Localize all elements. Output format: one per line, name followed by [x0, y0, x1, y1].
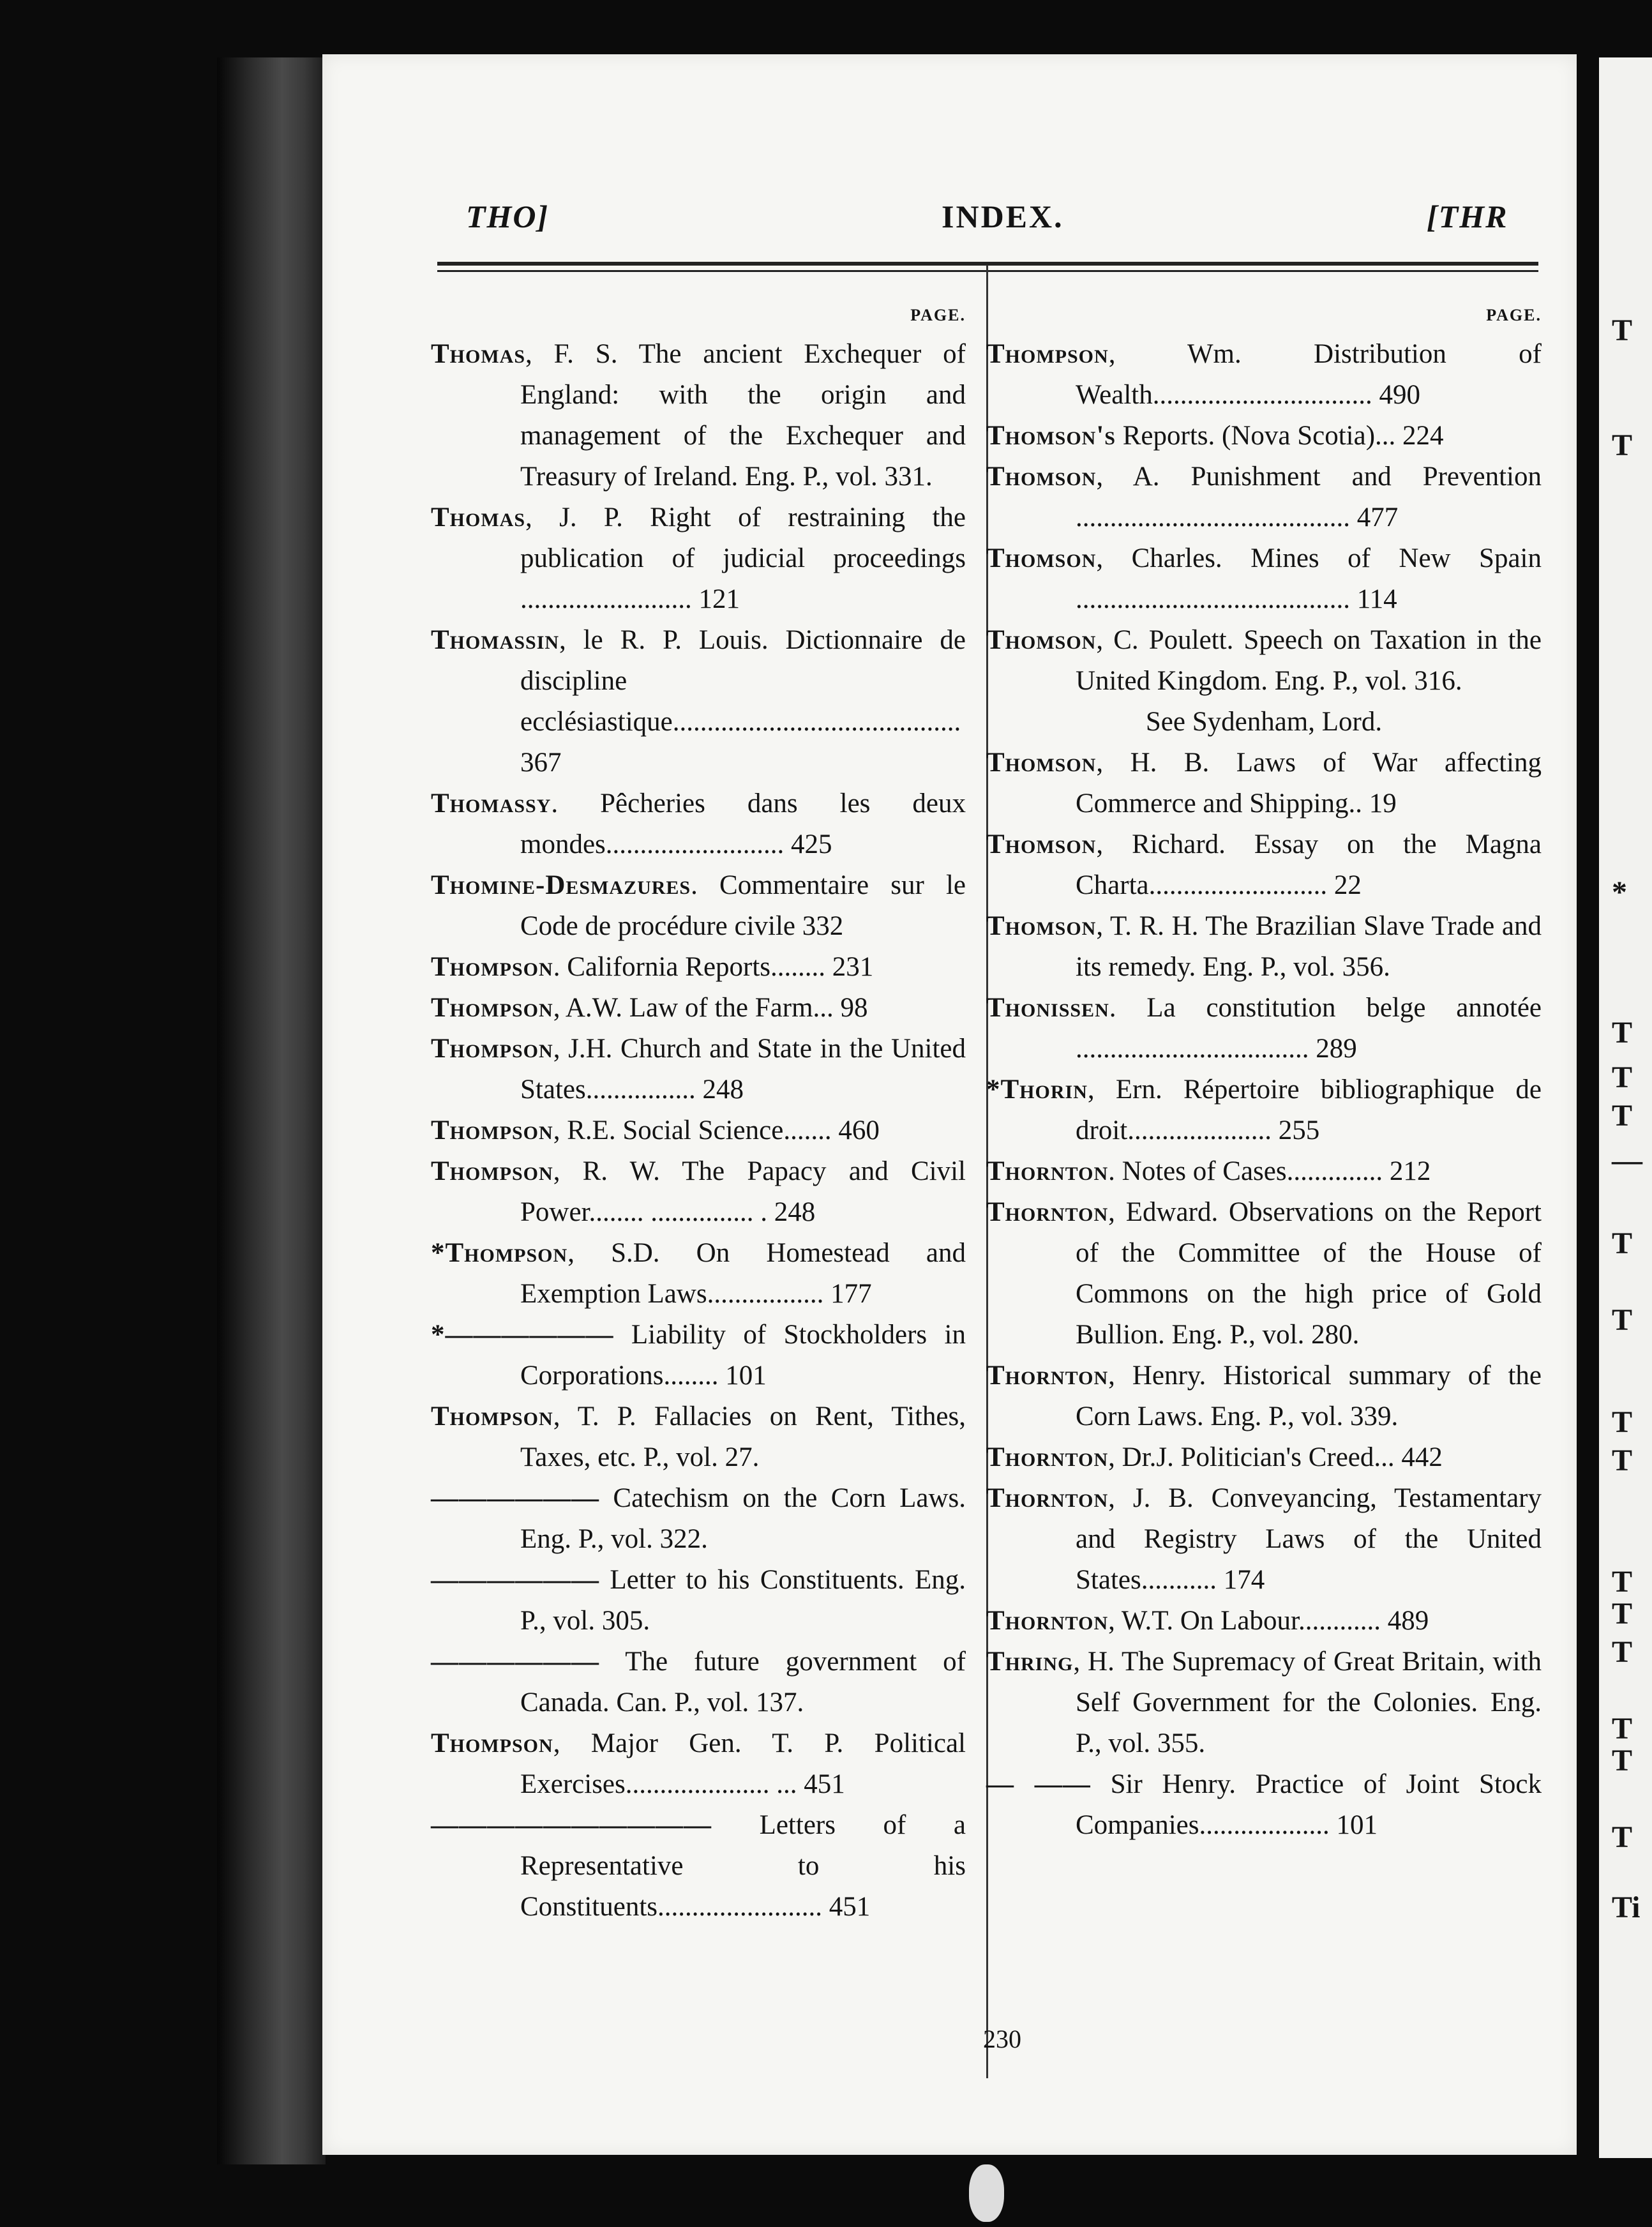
- facing-page-letter: T: [1612, 1061, 1633, 1094]
- index-entry: [986, 1642, 1542, 1764]
- entry-text: , Richard. Essay on the Magna Charta.......................... 22: [1076, 829, 1542, 900]
- entry-text: Sir Henry. Practice of Joint Stock Companies................... 101: [1076, 1769, 1542, 1840]
- entry-heading: *——————: [431, 1320, 614, 1350]
- index-entry: [431, 783, 966, 865]
- entry-text: , R. W. The Papacy and Civil Power........ ............... . 248: [520, 1156, 966, 1227]
- entry-heading: ——————————: [431, 1810, 712, 1840]
- index-entry: [986, 702, 1542, 743]
- entry-heading: Thomas: [431, 502, 526, 532]
- entry-heading: Thring: [986, 1647, 1074, 1677]
- entry-heading: — ——: [986, 1769, 1091, 1799]
- index-entry: [431, 988, 966, 1029]
- entry-text: , S.D. On Homestead and Exemption Laws................. 177: [520, 1238, 966, 1309]
- index-entry: [986, 1355, 1542, 1437]
- facing-page-letter: T: [1612, 1712, 1633, 1746]
- index-entry: [431, 1723, 966, 1805]
- entry-heading: *Thorin: [986, 1075, 1088, 1105]
- index-entry: [431, 1478, 966, 1560]
- entry-heading: ——————: [431, 1647, 599, 1677]
- entry-heading: *Thompson: [431, 1238, 568, 1268]
- entry-text: , Charles. Mines of New Spain ........................................ 114: [1076, 543, 1542, 614]
- index-entry: [986, 1069, 1542, 1151]
- facing-page-letter: T: [1612, 1444, 1633, 1477]
- facing-page-letter: T: [1612, 1016, 1633, 1050]
- entry-heading: Thompson: [431, 1728, 553, 1758]
- entry-text: . Notes of Cases.............. 212: [1108, 1156, 1431, 1186]
- index-entry: [431, 1029, 966, 1110]
- facing-page-letter: —: [1612, 1144, 1642, 1177]
- entry-text: , Wm. Distribution of Wealth................................ 490: [1076, 339, 1542, 410]
- entry-text: . Commentaire sur le Code de procédure civile 332: [520, 870, 966, 941]
- entry-heading: Thornton: [986, 1156, 1109, 1186]
- entry-text: , H. The Supremacy of Great Britain, with Self Government for the Colonies. Eng. P., vol. 355.: [1073, 1647, 1542, 1758]
- facing-page-edge: [1599, 57, 1652, 2158]
- index-entry: [431, 1110, 966, 1151]
- entry-text: , J. B. Conveyancing, Testamentary and Registry Laws of the United States........... 174: [1076, 1483, 1542, 1595]
- index-entry: [431, 947, 966, 988]
- facing-page-letter: T: [1612, 1227, 1633, 1260]
- entry-text: , Henry. Historical summary of the Corn Laws. Eng. P., vol. 339.: [1076, 1361, 1542, 1431]
- index-entry: [986, 1151, 1542, 1192]
- index-entry: [986, 416, 1542, 457]
- entry-heading: Thomine-Desmazures: [431, 870, 691, 900]
- index-entry: [431, 1151, 966, 1233]
- entry-text: Liability of Stockholders in Corporations........ 101: [520, 1320, 966, 1391]
- index-entry: [431, 334, 966, 497]
- entry-text: The future government of Canada. Can. P., vol. 137.: [520, 1647, 966, 1717]
- entry-text: , T. P. Fallacies on Rent, Tithes, Taxes, etc. P., vol. 27.: [520, 1401, 966, 1472]
- entry-text: , C. Poulett. Speech on Taxation in the United Kingdom. Eng. P., vol. 316.: [1076, 625, 1542, 696]
- index-entry: [986, 1478, 1542, 1601]
- index-entry: [431, 1396, 966, 1478]
- index-entry: [986, 1601, 1542, 1642]
- entry-heading: Thompson: [431, 993, 553, 1023]
- entry-text: , J.H. Church and State in the United States................ 248: [520, 1034, 966, 1105]
- entry-heading: ——————: [431, 1565, 599, 1595]
- entry-heading: Thomassin: [431, 625, 560, 655]
- index-entry: [986, 743, 1542, 824]
- facing-page-letter: T: [1612, 1744, 1633, 1778]
- facing-page-letter: T: [1612, 313, 1633, 347]
- entry-text: , le R. P. Louis. Dictionnaire de discipline ecclésiastique.......................................... 367: [520, 625, 966, 778]
- entry-heading: Thompson: [431, 1401, 553, 1431]
- index-entry: [986, 906, 1542, 988]
- entry-heading: Thomson's: [986, 421, 1116, 451]
- index-entry: [986, 620, 1542, 702]
- entry-text: , A. Punishment and Prevention ........................................ 477: [1076, 462, 1542, 532]
- facing-page-letter: T: [1612, 1405, 1633, 1439]
- entry-heading: Thomson: [986, 829, 1097, 859]
- entry-heading: Thompson: [431, 1156, 553, 1186]
- entry-heading: Thomson: [986, 625, 1097, 655]
- right-column: [986, 297, 1542, 1846]
- entry-text: . Pêcheries dans les deux mondes.......................... 425: [520, 789, 966, 859]
- index-entry: [986, 1192, 1542, 1355]
- entry-heading: Thomassy: [431, 789, 552, 819]
- page-label-left: PAGE.: [910, 306, 966, 324]
- entry-heading: ——————: [431, 1483, 599, 1513]
- facing-page-letter: T: [1612, 1303, 1633, 1337]
- entry-heading: Thomson: [986, 543, 1097, 573]
- entry-heading: Thornton: [986, 1197, 1109, 1227]
- index-entry: [431, 1805, 966, 1928]
- running-head-title: INDEX.: [942, 199, 1064, 234]
- entry-text: , Major Gen. T. P. Political Exercises..................... ... 451: [520, 1728, 966, 1799]
- running-head-right: [THR: [1427, 199, 1508, 234]
- entry-heading: Thonissen: [986, 993, 1109, 1023]
- entry-heading: Thompson: [986, 339, 1109, 369]
- entry-heading: Thompson: [431, 1115, 553, 1145]
- entry-heading: Thomson: [986, 748, 1097, 778]
- index-entry: [431, 497, 966, 620]
- left-column: [431, 297, 966, 1928]
- entry-text: , F. S. The ancient Exchequer of England: with the origin and management of the Exchequer and Treasury of Ireland. Eng. P., vol. 331.: [520, 339, 966, 492]
- entry-text: . La constitution belge annotée .................................. 289: [1076, 993, 1542, 1064]
- facing-page-letter: T: [1612, 1597, 1633, 1631]
- entry-text: , R.E. Social Science....... 460: [553, 1115, 880, 1145]
- index-entry: [986, 334, 1542, 416]
- facing-page-letter: Ti: [1612, 1891, 1641, 1924]
- entry-text: , Ern. Répertoire bibliographique de droit..................... 255: [1076, 1075, 1542, 1145]
- index-entry: [431, 1560, 966, 1642]
- index-entry: [986, 988, 1542, 1069]
- entry-text: Reports. (Nova Scotia)... 224: [1115, 421, 1444, 451]
- index-entry: [431, 620, 966, 783]
- index-entry: [431, 1642, 966, 1723]
- right-entry-list: [986, 334, 1542, 1846]
- index-entry: [431, 1315, 966, 1396]
- entry-text: , Edward. Observations on the Report of the Committee of the House of Commons on the high price of Gold Bullion. Eng. P., vol. 280.: [1076, 1197, 1542, 1350]
- entry-text: Letters of a Representative to his Constituents........................ 451: [520, 1810, 966, 1922]
- entry-text: , A.W. Law of the Farm... 98: [553, 993, 868, 1023]
- entry-heading: Thornton: [986, 1483, 1109, 1513]
- facing-page-letter: T: [1612, 1565, 1633, 1599]
- entry-heading: Thornton: [986, 1361, 1109, 1391]
- entry-heading: Thomas: [431, 339, 526, 369]
- page-number: 230: [983, 2025, 1021, 2053]
- entry-text: , J. P. Right of restraining the publication of judicial proceedings ......................... 121: [520, 502, 966, 614]
- entry-heading: Thornton: [986, 1442, 1109, 1472]
- index-entry: [986, 824, 1542, 906]
- page-label-right: PAGE.: [1486, 306, 1542, 324]
- entry-text: . California Reports........ 231: [553, 952, 874, 982]
- entry-heading: Thomson: [986, 911, 1097, 941]
- facing-page-letter: *: [1612, 875, 1627, 909]
- book-binding-shadow: [217, 57, 326, 2164]
- entry-heading: Thompson: [431, 1034, 553, 1064]
- index-entry: [986, 1437, 1542, 1478]
- index-entry: [431, 865, 966, 947]
- entry-heading: Thompson: [431, 952, 553, 982]
- index-page: [322, 54, 1577, 2155]
- entry-text: See Sydenham, Lord.: [1145, 707, 1383, 737]
- paper-fragment: [969, 2164, 1004, 2222]
- entry-heading: Thornton: [986, 1606, 1109, 1636]
- index-entry: [986, 1764, 1542, 1846]
- facing-page-letter: T: [1612, 1820, 1633, 1854]
- facing-page-letter: T: [1612, 428, 1633, 462]
- entry-text: Letter to his Constituents. Eng. P., vol. 305.: [520, 1565, 966, 1636]
- index-entry: [431, 1233, 966, 1315]
- facing-page-letter: T: [1612, 1099, 1633, 1133]
- entry-text: , H. B. Laws of War affecting Commerce and Shipping.. 19: [1076, 748, 1542, 819]
- facing-page-letter: T: [1612, 1635, 1633, 1669]
- running-head-left: THO]: [466, 199, 550, 234]
- left-entry-list: [431, 334, 966, 1928]
- index-entry: [986, 538, 1542, 620]
- entry-text: , Dr.J. Politician's Creed... 442: [1108, 1442, 1443, 1472]
- entry-text: , W.T. On Labour............ 489: [1108, 1606, 1429, 1636]
- index-entry: [986, 457, 1542, 538]
- entry-text: , T. R. H. The Brazilian Slave Trade and its remedy. Eng. P., vol. 356.: [1076, 911, 1542, 982]
- entry-text: Catechism on the Corn Laws. Eng. P., vol. 322.: [520, 1483, 966, 1554]
- entry-heading: Thomson: [986, 462, 1097, 492]
